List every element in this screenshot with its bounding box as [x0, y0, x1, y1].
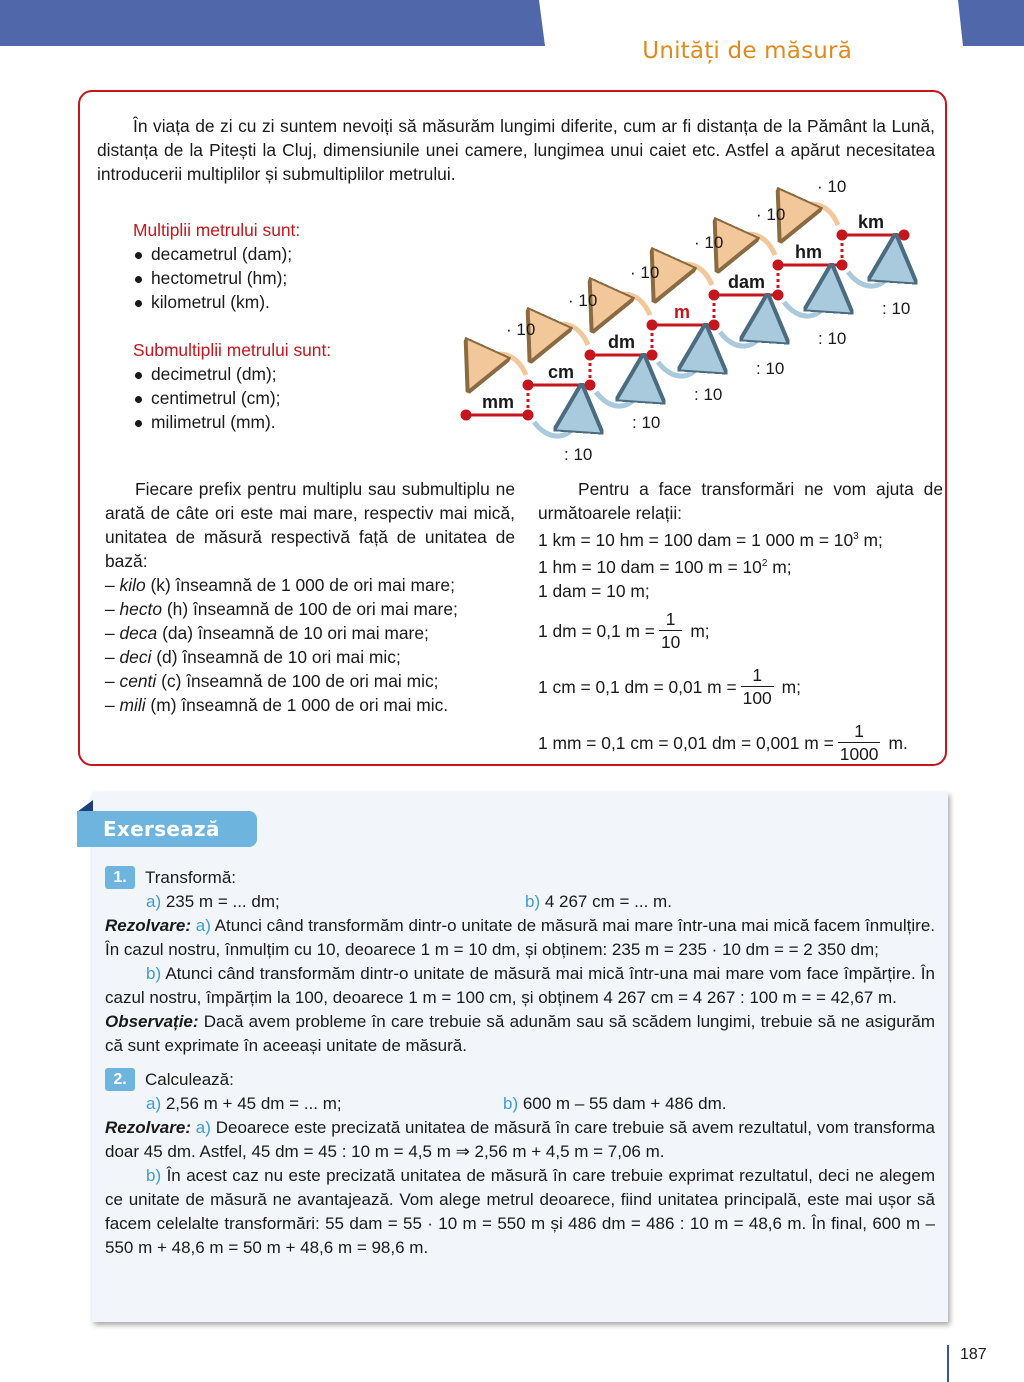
unit-label-mm: mm: [482, 392, 515, 412]
divide-label: : 10: [756, 359, 785, 378]
exercise-parts: a) 235 m = ... dm; b) 4 267 cm = ... m.: [146, 892, 672, 911]
exercise-number: 2.: [105, 1068, 135, 1091]
divide-label: : 10: [694, 385, 723, 404]
exercise-1: [105, 866, 935, 1058]
multiply-label: · 10: [756, 205, 786, 224]
divide-label: : 10: [564, 445, 593, 464]
conversion-relations: [538, 477, 943, 771]
multiply-label: · 10: [817, 177, 847, 196]
relation-mm: 1 mm = 0,1 cm = 0,01 dm = 0,001 m = $\frac{1}{1000}$ m.: [538, 721, 908, 765]
prefix-item: – centi (c) înseamnă de 100 de ori mai mic;: [105, 671, 439, 691]
prefix-item: – hecto (h) înseamnă de 100 de ori mai mare;: [105, 599, 458, 619]
list-item: decametrul (dam);: [133, 242, 300, 266]
relation-km: 1 km = 10 hm = 100 dam = 1 000 $m = 10^3$ m;: [538, 529, 883, 550]
multiples-heading: Multiplii metrului sunt:: [133, 220, 301, 240]
list-item: centimetrul (cm);: [133, 386, 331, 410]
prefix-item: – kilo (k) înseamnă de 1 000 de ori mai mare;: [105, 575, 455, 595]
multiply-label: · 10: [506, 320, 536, 339]
multiples-list: [133, 242, 300, 314]
multiply-label: · 10: [630, 263, 660, 282]
relations-intro: Pentru a face transformări ne vom ajuta de următoarele relații:: [538, 479, 943, 523]
solution-b: b) Atunci când transformăm dintr-o unitate de măsură mai mică într-una mai mare vom face împărțire. În cazul nostru, împărțim la 100, deoarece 1 m = 100 cm, și obținem 4 267 cm = 4 267 : 100 m = = 42,67 m.: [105, 964, 935, 1007]
divide-label: : 10: [632, 413, 661, 432]
fraction: $\frac{1}{10}$: [660, 609, 681, 653]
solution-b: b) În acest caz nu este precizată unitatea de măsură în care trebuie exprimat rezultatul, deci ne alegem ce unitate de măsură ne avantajează. Vom alege metrul deoarece, fiind unitatea principală, este mai ușor să facem celelalte transformări: 55 dam = 55 · 10 m = 550 m și 486 dm = 486 : 10 m = 48,6 m. În final, 600 m – 550 m + 48,6 m = 50 m + 48,6 m = 98,6 m.: [105, 1166, 935, 1257]
prefix-item: – deca (da) înseamnă de 10 ori mai mare;: [105, 623, 429, 643]
observation: Observație: Dacă avem probleme în care trebuie să adunăm sau să scădem lungimi, trebuie să ne asigurăm că sunt exprimate în aceeași unitate de măsură.: [105, 1012, 935, 1055]
exercise-parts: a) 2,56 m + 45 dm = ... m; b) 600 m – 55 dam + 486 dm.: [146, 1094, 727, 1113]
unit-label-km: km: [858, 212, 885, 232]
intro-text: În viața de zi cu zi suntem nevoiți să măsurăm lungimi diferite, cum ar fi distanța de la Pământ la Lună, distanța de la Pitești la Cluj, dimensiunile unei camere, lungimea unui caiet etc. Astfel a apărut necesitatea introducerii multiplilor și submultiplilor metrului.: [97, 116, 935, 184]
unit-label-cm: cm: [548, 362, 575, 382]
solution-a: Rezolvare: a) Atunci când transformăm dintr-o unitate de măsură mai mare într-una mai mică facem înmulțire. În cazul nostru, înmulțim cu 10, deoarece 1 m = 10 dm, și obținem: 235 m = 235 · 10 dm = = 2 350 dm;: [105, 916, 935, 959]
prefix-explanation: [105, 477, 515, 717]
unit-label-dm: dm: [608, 332, 635, 352]
relation-cm: 1 cm = 0,1 dm = 0,01 m = $\frac{1}{100}$ m;: [538, 665, 801, 709]
list-item: decimetrul (dm);: [133, 362, 331, 386]
prefix-list: [105, 573, 515, 717]
list-item: milimetrul (mm).: [133, 410, 331, 434]
submultiples-section: [133, 338, 331, 434]
page-number-rule: [947, 1345, 949, 1382]
fraction: $\frac{1}{100}$: [742, 665, 772, 709]
relation-hm: 1 hm = 10 dam = 100 $m = 10^2$ m;: [538, 556, 792, 577]
fraction: $\frac{1}{1000}$: [839, 721, 879, 765]
list-item: hectometrul (hm);: [133, 266, 300, 290]
relation-dm: 1 dm = 0,1 m = $\frac{1}{10}$ m;: [538, 609, 710, 653]
divide-label: : 10: [818, 329, 847, 348]
exercise-2: [105, 1068, 935, 1260]
list-item: kilometrul (km).: [133, 290, 300, 314]
exercise-number: 1.: [105, 866, 135, 889]
divide-label: : 10: [882, 299, 911, 318]
exercise-prompt: Transformă:: [145, 868, 237, 887]
unit-label-m: m: [674, 302, 691, 322]
prefix-item: – mili (m) înseamnă de 1 000 de ori mai mic.: [105, 695, 449, 715]
exercise-badge: Exersează: [77, 811, 257, 847]
unit-label-hm: hm: [795, 242, 822, 262]
submultiples-list: [133, 362, 331, 434]
prefix-intro: Fiecare prefix pentru multiplu sau submultiplu ne arată de câte ori este mai mare, respectiv mai mică, unitatea de măsură respectivă față de unitatea de bază:: [105, 479, 515, 571]
unit-staircase-diagram: [460, 170, 940, 475]
multiply-label: · 10: [694, 233, 724, 252]
multiply-arrows: [478, 204, 838, 375]
exercise-prompt: Calculează:: [145, 1070, 234, 1089]
page-number: 187: [960, 1346, 987, 1363]
prefix-item: – deci (d) înseamnă de 10 ori mai mic;: [105, 647, 401, 667]
multiples-section: [133, 218, 300, 314]
exercise-content: [105, 866, 935, 1260]
multiply-label: · 10: [568, 291, 598, 310]
unit-label-dam: dam: [728, 272, 766, 292]
theory-box: [78, 90, 947, 766]
submultiples-heading: Submultiplii metrului sunt:: [133, 340, 332, 360]
solution-a: Rezolvare: a) Deoarece este precizată unitatea de măsură în care trebuie să avem rezultatul, vom transforma doar 45 dm. Astfel, 45 dm = 45 : 10 m = 4,5 m ⇒ 2,56 m + 4,5 m = 7,06 m.: [105, 1118, 936, 1161]
chapter-title: Unități de măsură: [642, 38, 852, 64]
relation-dam: 1 dam = 10 m;: [538, 580, 650, 601]
